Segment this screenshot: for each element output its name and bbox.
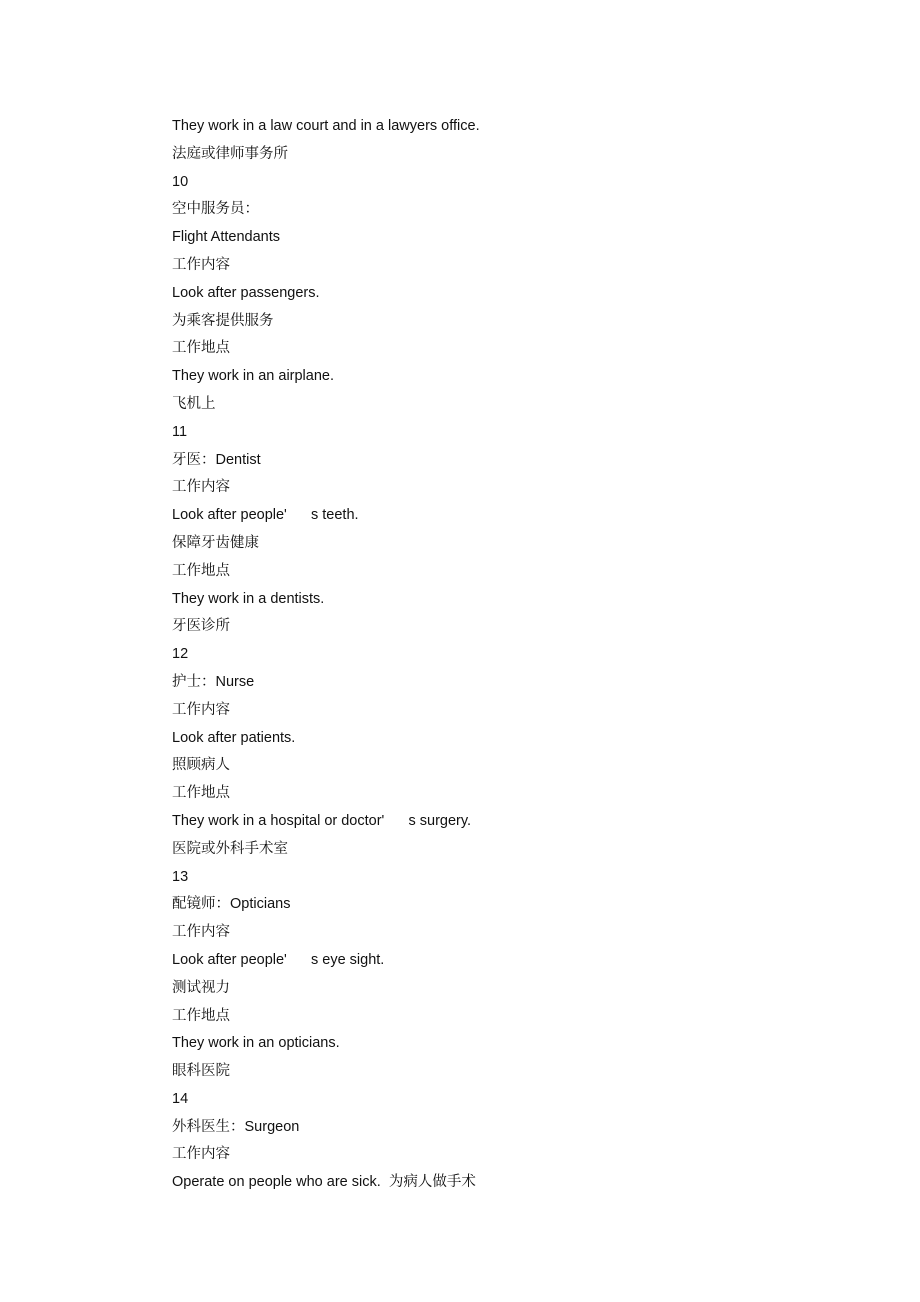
item-number: 10 [172,173,189,190]
section-heading: 工作地点 [172,1007,230,1024]
section-heading: 工作地点 [172,785,230,802]
text-line: 眼科医院 [172,1063,230,1080]
section-heading: 工作内容 [172,924,230,941]
text-line: 为乘客提供服务 [172,312,274,329]
text-line: They work in a dentists. [172,590,325,607]
text-line: 照顾病人 [172,757,230,774]
text-line: 医院或外科手术室 [172,840,288,857]
text-line: Look after passengers. [172,284,320,301]
text-line: Look after people' s teeth. [172,507,359,524]
job-title: 护士：Nurse [172,673,255,690]
text-line: They work in a law court and in a lawyers office. [172,118,480,134]
section-heading: 工作内容 [172,701,230,718]
text-line: They work in a hospital or doctor' s surgery. [172,812,472,829]
section-heading: 工作地点 [172,340,230,357]
document-body [172,113,852,1197]
text-line: 法庭或律师事务所 [172,145,288,162]
text-line: They work in an airplane. [172,368,334,385]
job-title-english: Flight Attendants [172,229,281,246]
text-line: Look after patients. [172,729,296,746]
text-line: They work in an opticians. [172,1035,340,1052]
section-heading: 工作内容 [172,479,230,496]
text-line: 牙医诊所 [172,618,230,635]
job-title: 外科医生：Surgeon [172,1118,300,1135]
job-title: 空中服务员： [172,201,259,218]
item-number: 11 [172,423,188,440]
text-line: Operate on people who are sick. 为病人做手术 [172,1174,476,1191]
item-number: 14 [172,1090,189,1107]
job-title: 配镜师：Opticians [172,896,291,913]
text-line: 飞机上 [172,395,216,412]
section-heading: 工作内容 [172,1146,230,1163]
section-heading: 工作地点 [172,562,230,579]
text-line: Look after people' s eye sight. [172,951,385,968]
item-number: 12 [172,646,189,663]
text-line: 测试视力 [172,979,230,996]
item-number: 13 [172,868,189,885]
section-heading: 工作内容 [172,256,230,273]
job-title: 牙医：Dentist [172,451,261,468]
text-line: 保障牙齿健康 [172,534,259,551]
